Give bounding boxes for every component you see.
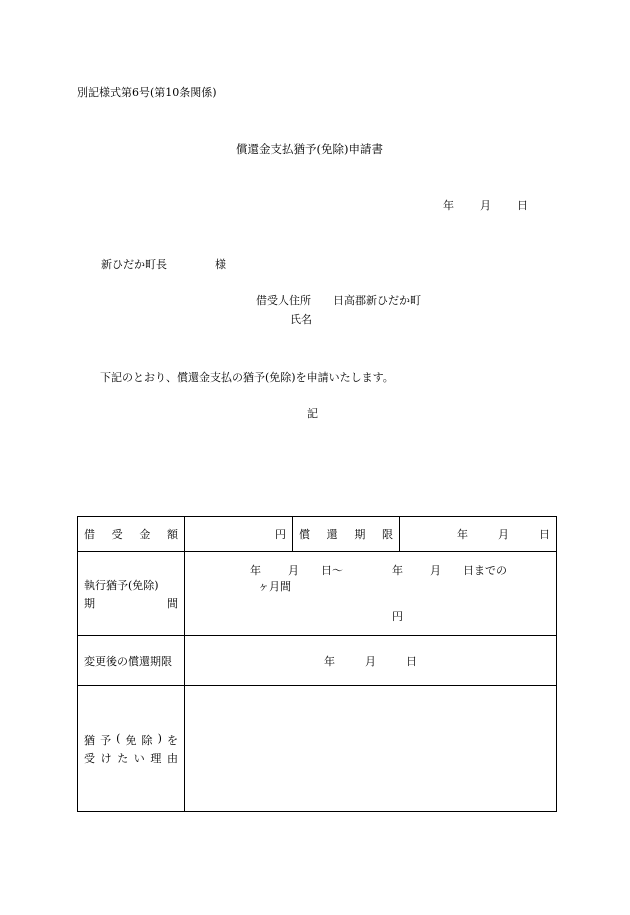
repay-period-field[interactable] <box>400 517 557 552</box>
label-char: ( <box>116 731 121 745</box>
date-day-label: 日 <box>517 199 528 212</box>
label-char: 猶 <box>84 733 95 747</box>
addressee <box>101 256 226 272</box>
date-month-label: 月 <box>480 199 491 212</box>
reason-field[interactable] <box>185 686 557 812</box>
label-char: 理 <box>150 751 162 765</box>
row-exec-period <box>78 552 557 636</box>
document-title: 償還金支払猶予(免除)申請書 <box>236 142 383 156</box>
year-label: 年 <box>324 654 335 668</box>
exec-period-label <box>78 552 185 636</box>
exec-yen-unit: 円 <box>392 610 403 623</box>
repay-period-label <box>293 517 400 552</box>
label-char: け <box>100 751 112 765</box>
label-char: 由 <box>166 751 178 765</box>
label-char: 除 <box>141 733 153 747</box>
application-table <box>77 516 557 812</box>
yen-unit: 円 <box>275 528 286 541</box>
label-char: 期 <box>84 596 95 610</box>
label-char: 期 <box>354 528 366 541</box>
day-label: 日 <box>539 528 550 541</box>
label-char: 金 <box>139 528 151 541</box>
until-day-label: 日までの <box>463 564 507 577</box>
loan-amount-label <box>78 517 185 552</box>
ki-heading: 記 <box>307 407 318 420</box>
month-label: 月 <box>365 654 376 668</box>
label-char: 額 <box>166 528 178 541</box>
day-label: 日 <box>406 654 417 668</box>
borrower-address-value: 日高郡新ひだか町 <box>333 294 421 307</box>
revised-deadline-text: 変更後の償還期限 <box>84 654 172 668</box>
from-year-label: 年 <box>250 564 261 577</box>
row-revised-deadline <box>78 636 557 686</box>
borrower-address <box>256 292 421 308</box>
intro-text: 下記のとおり、償還金支払の猶予(免除)を申請いたします。 <box>100 371 394 384</box>
row-reason <box>78 686 557 812</box>
month-label: 月 <box>498 528 509 541</box>
application-date <box>443 197 528 213</box>
exec-period-field[interactable] <box>185 552 557 636</box>
months-span-label: ヶ月間 <box>258 580 291 593</box>
from-month-label: 月 <box>288 564 299 577</box>
revised-deadline-field[interactable] <box>185 636 557 686</box>
loan-amount-field[interactable] <box>185 517 293 552</box>
label-char: 償 <box>299 528 310 541</box>
date-year-label: 年 <box>443 199 454 212</box>
borrower-address-label: 借受人住所 <box>256 294 311 307</box>
addressee-honorific: 様 <box>215 258 226 271</box>
label-char: ) <box>157 731 162 745</box>
label-char: を <box>166 733 178 747</box>
label-char: 借 <box>84 528 95 541</box>
reason-label <box>78 686 185 812</box>
label-char: 受 <box>111 528 123 541</box>
label-char: 限 <box>381 528 393 541</box>
label-char: 免 <box>125 733 137 747</box>
label-char: 間 <box>167 596 178 610</box>
revised-deadline-label <box>78 636 185 686</box>
until-year-label: 年 <box>392 564 403 577</box>
form-number-note: 別記様式第6号(第10条関係) <box>77 86 217 99</box>
exec-label-line1: 執行猶予(免除) <box>84 578 159 592</box>
label-char: 予 <box>100 733 112 747</box>
year-label: 年 <box>457 528 468 541</box>
borrower-name-label: 氏名 <box>290 313 312 326</box>
from-day-label: 日〜 <box>321 564 343 577</box>
until-month-label: 月 <box>430 564 441 577</box>
label-char: た <box>117 751 129 765</box>
label-char: 受 <box>84 751 95 765</box>
label-char: い <box>133 751 145 765</box>
addressee-name: 新ひだか町長 <box>101 258 167 271</box>
label-char: 還 <box>326 528 338 541</box>
row-loan-amount <box>78 517 557 552</box>
